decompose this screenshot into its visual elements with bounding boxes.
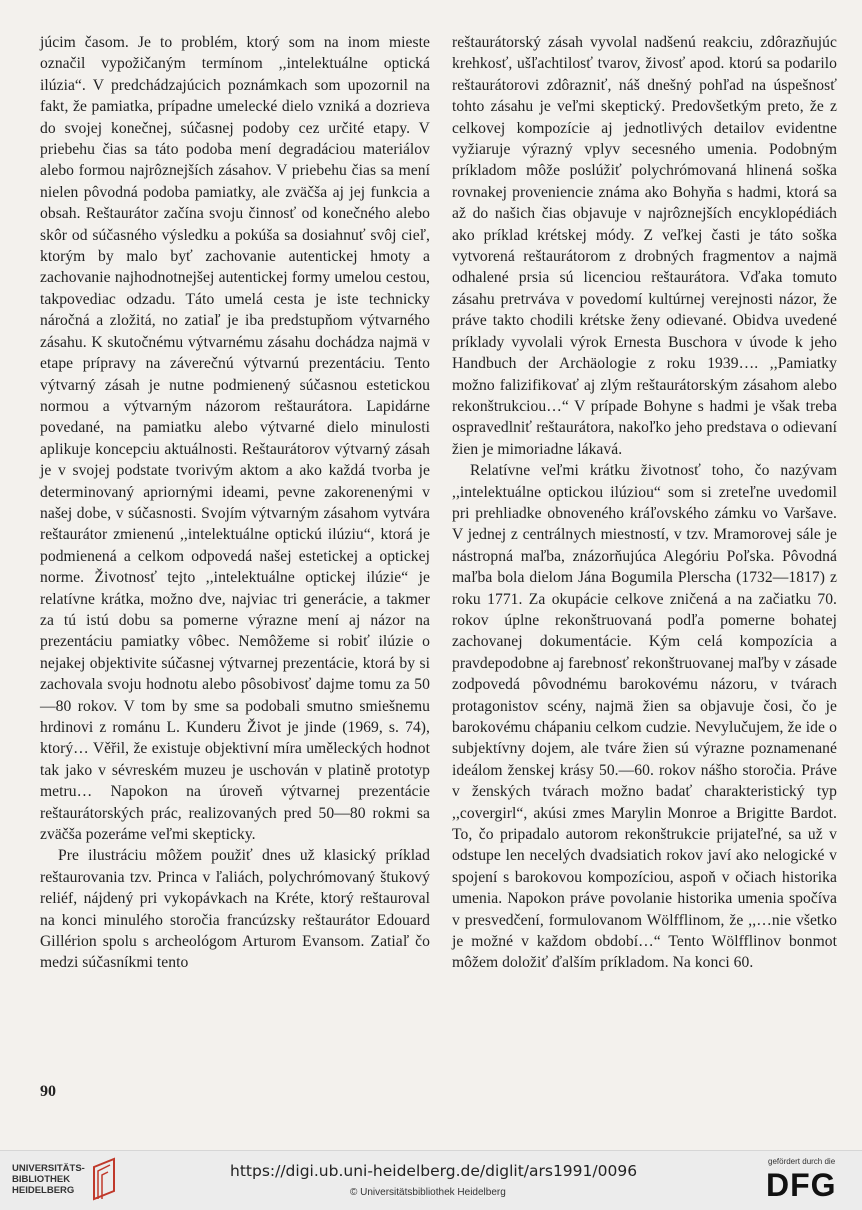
dfg-caption: gefördert durch die [768, 1157, 836, 1166]
paragraph: Pre ilustráciu môžem použiť dnes už klasický príklad reštaurovania tzv. Princa v ľaliách, polychrómovaný štukový reliéf, nájdený pri vykopávkach na Kréte, ktorý reštauroval na konci minulého storočia francúzsky reštaurátor Edouard Gillérion spolu s archeológom Arturom Evansom. Zatiaľ čo medzi súčasníkmi tento [40, 847, 430, 972]
page-number: 90 [40, 1083, 56, 1100]
library-name: UNIVERSITÄTS- BIBLIOTHEK HEIDELBERG [12, 1163, 85, 1196]
text-column-right [452, 32, 837, 974]
permalink-url[interactable]: https://digi.ub.uni-heidelberg.de/diglit/ars1991/0096 [230, 1162, 638, 1180]
text-column-left [40, 32, 430, 974]
copyright-notice: © Universitätsbibliothek Heidelberg [350, 1187, 506, 1198]
viewer-footer [0, 1150, 862, 1210]
dfg-logo: DFG [766, 1167, 837, 1203]
paragraph: júcim časom. Je to problém, ktorý som na inom mieste označil vypožičaným termínom ,,intelektuálne optická ilúzia“. V predchádzajúcich poznámkach som upozornil na fakt, že pamiatka, prípadne umelecké dielo vzniká a dozrieva do svojej konečnej, súčasnej podoby cez určité etapy. V priebehu čias sa táto podoba mení degradáciou materiálov alebo formou najrôznejších zásahov. V priebehu čias sa mení nielen pôvodná podoba pamiatky, ale zväčša aj jej funkcia a obsah. Reštaurátor začína svoju činnosť od konečného alebo skôr od súčasného výsledku a pokúša sa dosiahnuť svôj cieľ, ktorým by malo byť zachovanie autentickej hmoty a zachovanie najhodnotnejšej autentickej formy umelou cestou, takpovediac odzadu. Táto umelá cesta je iste technicky náročná a zložitá, no zatiaľ je iba predstupňom výtvarného zásahu. K skutočnému výtvarnému zásahu dochádza najmä v etape prípravy na záverečnú výtvarnú prezentáciu. Tento výtvarný zásah je nutne podmienený súčasnou estetickou normou a výtvarným názorom reštaurátora. Lapidárne povedané, na pamiatku alebo výtvarné dielo minulosti aplikuje koncepciu aktuálnosti. Reštaurátorov výtvarný zásah je v svojej podstate tvorivým aktom a ako každá tvorba je determinovaný apriornými ideami, pevne zakorenenými v našej dobe, v súčasnosti. Svojím výtvarným zásahom vytvára reštaurátor zmienenú ,,intelektuálne optickú ilúziu“, ktorá je podmienená a celkom odpovedá našej estetickej a optickej norme. Životnosť tejto ,,intelektuálne optickej ilúzie“ je relatívne krátka, možno dve, najviac tri generácie, a takmer za tú istú dobu sa pomerne výrazne mení aj názor na prezentáciu pamiatky vôbec. Nemôžeme si robiť ilúzie o nejakej objektivite súčasnej výtvarnej prezentácie, ktorá by si zachovala svoju hodnotu alebo pôsobivosť dajme tomu za 50—80 rokov. V tom by sme sa podobali smutno smiešnemu hrdinovi z románu L. Kunderu Život je jinde (1969, s. 74), ktorý… Věřil, že existuje objektivní míra uměleckých hodnot tak jako v sévreském muzeu je uschován v platině prototyp metru… Napokon na úroveň výtvarnej prezentácie reštaurátorských prác, realizovaných pred 50—80 rokmi sa zväčša pozeráme veľmi skepticky. [40, 34, 430, 844]
paragraph: reštaurátorský zásah vyvolal nadšenú reakciu, zdôrazňujúc krehkosť, ušľachtilosť tvarov, živosť apod. ktorú sa podarilo reštaurátorovi zdôrazniť, náš dnešný pohľad na úspešnosť tohto zásahu je veľmi skeptický. Predovšetkým preto, že z celkovej kompozície aj jednotlivých detailov evidentne vyžiaruje výrazný vplyv secesného umenia. Podobným príkladom môže poslúžiť polychrómovaná hlinená soška rovnakej proveniencie známa ako Bohyňa s hadmi, ktorá sa až do našich čias objavuje v najrôznejších encyklopédiách ako príklad krétskej módy. Z veľkej časti je táto soška vytvorená reštaurátorom z drobných fragmentov a najmä odhalené prsia sú licenciou reštaurátora. Vďaka tomuto zásahu pretrváva v povedomí kultúrnej verejnosti názor, že práve takto chodili krétske ženy odievané. Obidva uvedené príklady vyvolali výrok Ernesta Buschora v úvode k jeho Handbuch der Archäologie z roku 1939…. ,,Pamiatky možno falizifikovať aj zlým reštaurátorským zásahom alebo rekonštrukciou…“ V prípade Bohyne s hadmi je však treba ospravedlniť reštaurátora, nakoľko jeho predstava o odievaní žien je mimoriadne lákavá. [452, 34, 837, 458]
paragraph: Relatívne veľmi krátku životnosť toho, čo nazývam ,,intelektuálne optickou ilúziou“ som si zreteľne uvedomil pri prehliadke obnoveného kráľovského zámku vo Varšave. V jednej z centrálnych miestností, v tzv. Mramorovej sále je nástropná maľba, znázorňujúca Alegóriu Poľska. Pôvodná maľba bola dielom Jána Bogumila Plerscha (1732—1817) z roku 1771. Za okupácie celkove zničená a na začiatku 70. rokov úplne rekonštruovaná podľa pomerne bohatej zachovanej dokumentácie. Kým celá kompozícia a pravdepodobne aj farebnosť rekonštruovanej maľby v zásade zodpovedá pôvodnému barokovému názoru, v tvárach protagonistov scény, najmä žien sa objavuje čosi, čo je barokovému chápaniu celkom cudzie. Nevylučujem, že ide o subjektívny dojem, ale tváre žien sú výrazne poznamenané ideálom ženskej krásy 50.—60. rokov nášho storočia. Práve v ženských tvárach možno badať charakteristický typ ,,covergirl“, akúsi zmes Marylin Monroe a Brigitte Bardot. To, čo pripadalo autorom rekonštrukcie prijateľné, sa už v odstupe len necelých dvadsiatich rokov javí ako nelogické v spojení s barokovou kompozíciou, aspoň v očiach historika umenia. Napokon práve povolanie historika umenia spočíva v presvedčení, formulovanom Wölfflinom, že ,,…nie všetko je možné v každom období…“ Tento Wölfflinov bonmot môžem doložiť ďalším príkladom. Na konci 60. [452, 462, 837, 972]
library-logo-icon [86, 1155, 122, 1205]
